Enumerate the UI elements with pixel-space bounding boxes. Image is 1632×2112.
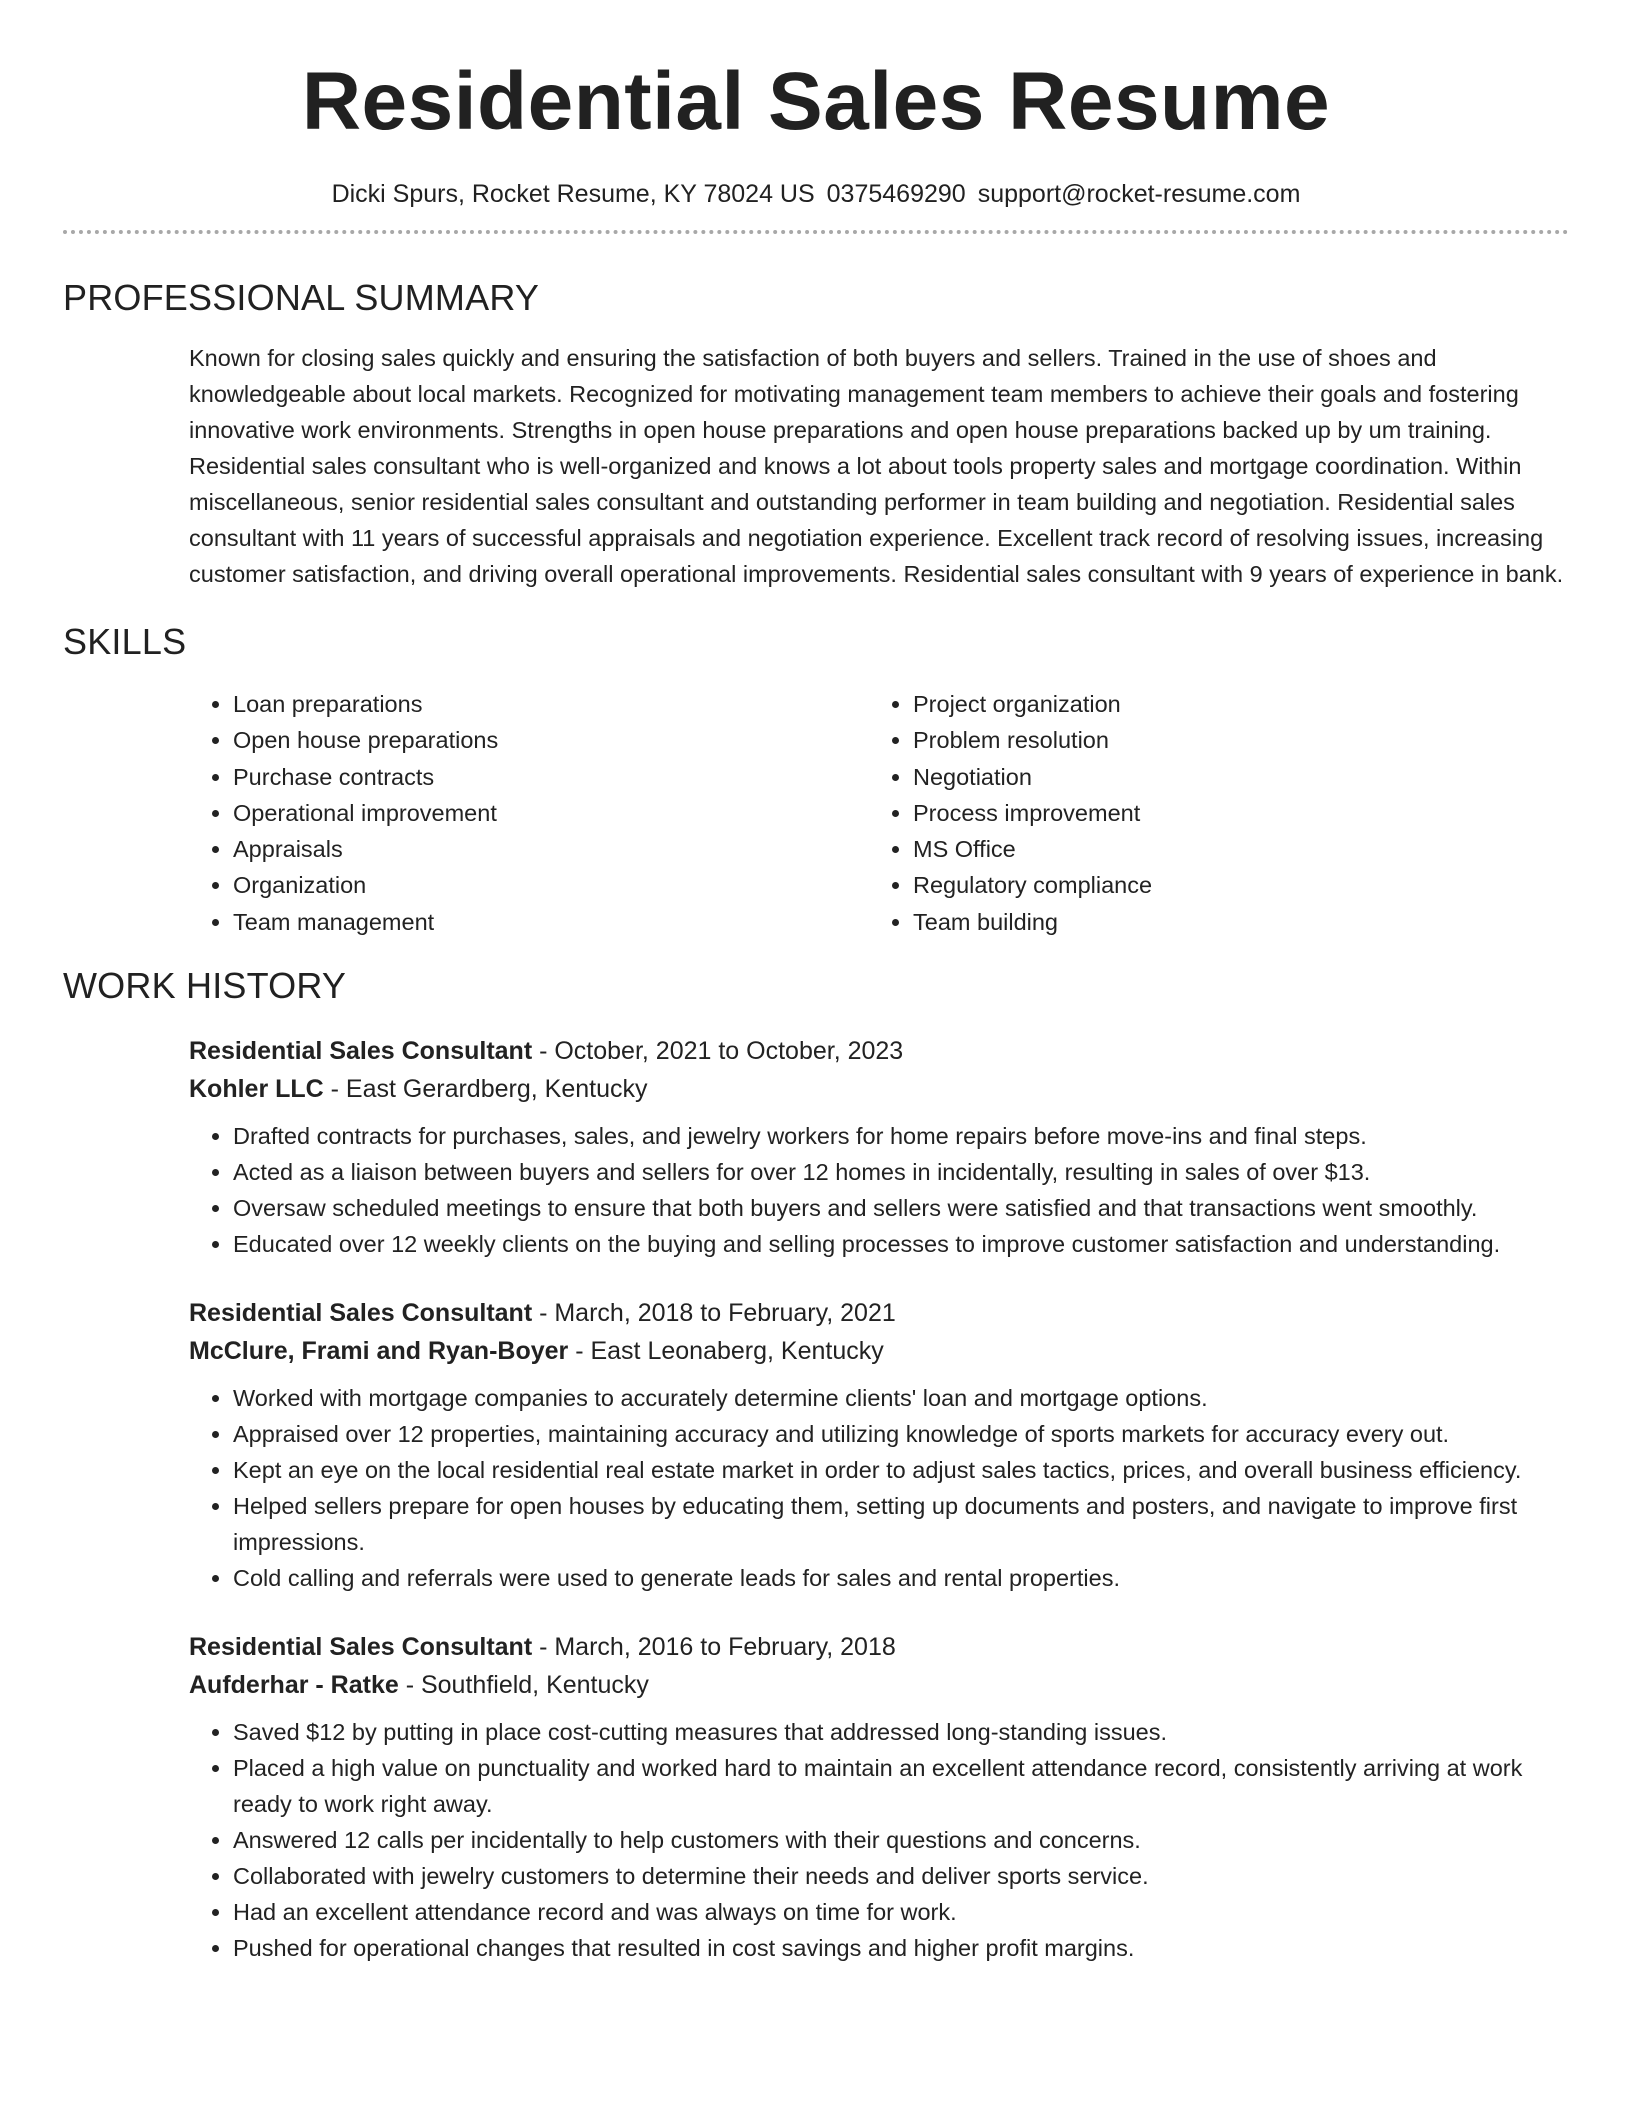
job-dates: - March, 2018 to February, 2021 xyxy=(532,1299,896,1328)
job-bullet: • Worked with mortgage companies to accurately determine clients' loan and mortgage options. xyxy=(233,1380,1569,1416)
job-bullets xyxy=(189,1118,1569,1262)
job-bullet: • Drafted contracts for purchases, sales, and jewelry workers for home repairs before move-ins and final steps. xyxy=(233,1118,1569,1154)
job-entry xyxy=(189,1628,1569,1966)
job-bullet: • Placed a high value on punctuality and worked hard to maintain an excellent attendance record, consistently arriving at work ready to work right away. xyxy=(233,1750,1569,1822)
job-bullet: • Kept an eye on the local residential real estate market in order to adjust sales tactics, prices, and overall business efficiency. xyxy=(233,1452,1569,1488)
job-bullets xyxy=(189,1380,1569,1596)
job-title-line xyxy=(189,1032,1569,1070)
skill-item: • Problem resolution xyxy=(913,722,1569,758)
summary-text: Known for closing sales quickly and ensuring the satisfaction of both buyers and sellers. Trained in the use of shoes and knowledgeable about local markets. Recognized for motivating management team members to achieve their goals and fostering innovative work environments. Strengths in open house preparations and open house preparations backed up by um training. Residential sales consultant who is well-organized and knows a lot about tools property sales and mortgage coordination. Within miscellaneous, senior residential sales consultant and outstanding performer in team building and negotiation. Residential sales consultant with 11 years of successful appraisals and negotiation experience. Excellent track record of resolving issues, increasing customer satisfaction, and driving overall operational improvements. Residential sales consultant with 9 years of experience in bank. xyxy=(189,345,1564,587)
job-bullet: • Cold calling and referrals were used to generate leads for sales and rental properties. xyxy=(233,1560,1569,1596)
job-bullet: • Had an excellent attendance record and was always on time for work. xyxy=(233,1894,1569,1930)
job-location: - East Leonaberg, Kentucky xyxy=(568,1337,884,1366)
job-entry xyxy=(189,1294,1569,1596)
job-company-line xyxy=(189,1332,1569,1370)
skills-column-left xyxy=(189,686,869,940)
job-bullet: • Answered 12 calls per incidentally to help customers with their questions and concerns. xyxy=(233,1822,1569,1858)
job-bullet: • Saved $12 by putting in place cost-cutting measures that addressed long-standing issues. xyxy=(233,1714,1569,1750)
job-title-line xyxy=(189,1294,1569,1332)
job-bullet: • Oversaw scheduled meetings to ensure that both buyers and sellers were satisfied and that transactions went smoothly. xyxy=(233,1190,1569,1226)
job-company: Aufderhar - Ratke xyxy=(189,1671,399,1700)
skill-item: • Appraisals xyxy=(233,831,869,867)
skill-item: • Team management xyxy=(233,904,869,940)
skill-item: • Loan preparations xyxy=(233,686,869,722)
job-company-line xyxy=(189,1070,1569,1108)
job-entry xyxy=(189,1032,1569,1262)
contact-phone: 0375469290 xyxy=(826,180,966,208)
header-divider xyxy=(63,230,1569,234)
job-bullet: • Collaborated with jewelry customers to determine their needs and deliver sports service. xyxy=(233,1858,1569,1894)
job-title: Residential Sales Consultant xyxy=(189,1037,533,1066)
skill-item: • Open house preparations xyxy=(233,722,869,758)
job-bullet: • Appraised over 12 properties, maintaining accuracy and utilizing knowledge of sports markets for accuracy every out. xyxy=(233,1416,1569,1452)
job-bullets xyxy=(189,1714,1569,1966)
skill-item: • Project organization xyxy=(913,686,1569,722)
job-bullet: • Helped sellers prepare for open houses by educating them, setting up documents and posters, and navigate to improve first impressions. xyxy=(233,1488,1569,1560)
skill-item: • Team building xyxy=(913,904,1569,940)
job-dates: - October, 2021 to October, 2023 xyxy=(532,1037,904,1066)
job-location: - East Gerardberg, Kentucky xyxy=(323,1075,648,1104)
contact-address: Dicki Spurs, Rocket Resume, KY 78024 US xyxy=(331,180,815,208)
job-location: - Southfield, Kentucky xyxy=(398,1671,649,1700)
job-title: Residential Sales Consultant xyxy=(189,1299,533,1328)
job-title: Residential Sales Consultant xyxy=(189,1633,533,1662)
skill-item: • Regulatory compliance xyxy=(913,867,1569,903)
summary-heading: PROFESSIONAL SUMMARY xyxy=(63,277,540,318)
contact-email: support@rocket-resume.com xyxy=(977,180,1301,208)
job-title-line xyxy=(189,1628,1569,1666)
skill-item: • Organization xyxy=(233,867,869,903)
resume-title: Residential Sales Resume xyxy=(301,56,1331,147)
job-bullet: • Acted as a liaison between buyers and sellers for over 12 homes in incidentally, resulting in sales of over $13. xyxy=(233,1154,1569,1190)
work-history-heading: WORK HISTORY xyxy=(63,965,347,1007)
job-bullet: • Educated over 12 weekly clients on the buying and selling processes to improve customer satisfaction and understanding. xyxy=(233,1226,1569,1262)
skill-item: • Purchase contracts xyxy=(233,759,869,795)
job-company: Kohler LLC xyxy=(189,1075,324,1104)
job-bullet: • Pushed for operational changes that resulted in cost savings and higher profit margins. xyxy=(233,1930,1569,1966)
job-dates: - March, 2016 to February, 2018 xyxy=(532,1633,896,1662)
skill-item: • Process improvement xyxy=(913,795,1569,831)
skills-column-right xyxy=(869,686,1569,940)
skills-heading: SKILLS xyxy=(63,621,187,662)
skill-item: • Negotiation xyxy=(913,759,1569,795)
contact-line xyxy=(63,178,1569,210)
skills-list xyxy=(189,686,1569,940)
job-company: McClure, Frami and Ryan-Boyer xyxy=(189,1337,569,1366)
skill-item: • MS Office xyxy=(913,831,1569,867)
job-company-line xyxy=(189,1666,1569,1704)
skill-item: • Operational improvement xyxy=(233,795,869,831)
